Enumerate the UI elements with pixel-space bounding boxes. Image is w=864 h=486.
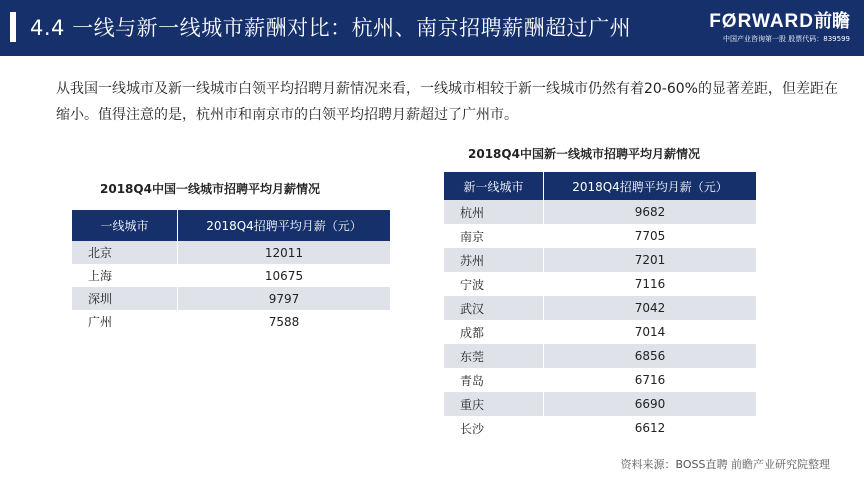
salary-cell: 6690 — [544, 392, 757, 416]
table-row — [444, 296, 756, 320]
table-row — [72, 241, 390, 264]
table2-body — [444, 200, 756, 440]
new-first-tier-salary-table — [444, 172, 756, 440]
table-row — [444, 368, 756, 392]
city-cell: 苏州 — [444, 248, 544, 272]
salary-cell: 7201 — [544, 248, 757, 272]
salary-cell: 7588 — [178, 310, 391, 333]
first-tier-salary-table — [72, 210, 390, 333]
table-row — [72, 310, 390, 333]
table1-caption: 2018Q4中国一线城市招聘平均月薪情况 — [100, 182, 320, 196]
intro-paragraph: 从我国一线城市及新一线城市白领平均招聘月薪情况来看，一线城市相较于新一线城市仍然有着20-60%的显著差距，但差距在缩小。值得注意的是，杭州市和南京市的白领平均招聘月薪超过了广州市。 — [56, 81, 838, 123]
salary-cell: 7042 — [544, 296, 757, 320]
city-cell: 青岛 — [444, 368, 544, 392]
table-row — [444, 392, 756, 416]
city-cell: 深圳 — [72, 287, 178, 310]
city-cell: 东莞 — [444, 344, 544, 368]
logo-brand-cn: 前瞻 — [814, 11, 850, 32]
table-header-row — [444, 172, 756, 200]
city-cell: 重庆 — [444, 392, 544, 416]
salary-cell: 6856 — [544, 344, 757, 368]
table-row — [72, 287, 390, 310]
salary-cell: 10675 — [178, 264, 391, 287]
logo-tagline: 中国产业咨询第一股 股票代码：839599 — [723, 35, 850, 43]
table-row — [444, 320, 756, 344]
city-cell: 杭州 — [444, 200, 544, 224]
salary-cell: 12011 — [178, 241, 391, 264]
city-cell: 上海 — [72, 264, 178, 287]
salary-cell: 7014 — [544, 320, 757, 344]
table-row — [72, 264, 390, 287]
table2-caption: 2018Q4中国新一线城市招聘平均月薪情况 — [468, 147, 700, 161]
city-cell: 成都 — [444, 320, 544, 344]
city-cell: 北京 — [72, 241, 178, 264]
salary-cell: 9682 — [544, 200, 757, 224]
salary-cell: 9797 — [178, 287, 391, 310]
table-row — [444, 272, 756, 296]
table-row — [444, 248, 756, 272]
column-header-city: 新一线城市 — [444, 172, 544, 200]
table1-body — [72, 241, 390, 333]
city-cell: 广州 — [72, 310, 178, 333]
column-header-salary: 2018Q4招聘平均月薪（元） — [178, 210, 391, 241]
salary-cell: 6716 — [544, 368, 757, 392]
forward-logo — [709, 12, 850, 44]
city-cell: 长沙 — [444, 416, 544, 440]
salary-cell: 7116 — [544, 272, 757, 296]
city-cell: 南京 — [444, 224, 544, 248]
city-cell: 武汉 — [444, 296, 544, 320]
slide-title: 4.4 一线与新一线城市薪酬对比：杭州、南京招聘薪酬超过广州 — [30, 16, 632, 40]
column-header-city: 一线城市 — [72, 210, 178, 241]
logo-brand-latin: FØRWARD — [709, 11, 814, 32]
slide-header — [0, 0, 864, 56]
city-cell: 宁波 — [444, 272, 544, 296]
header-accent-bar — [10, 12, 16, 42]
table-row — [444, 416, 756, 440]
salary-cell: 6612 — [544, 416, 757, 440]
source-note: 资料来源：BOSS直聘 前瞻产业研究院整理 — [620, 458, 830, 471]
table-row — [444, 200, 756, 224]
salary-cell: 7705 — [544, 224, 757, 248]
table-header-row — [72, 210, 390, 241]
column-header-salary: 2018Q4招聘平均月薪（元） — [544, 172, 757, 200]
table-row — [444, 344, 756, 368]
table-row — [444, 224, 756, 248]
